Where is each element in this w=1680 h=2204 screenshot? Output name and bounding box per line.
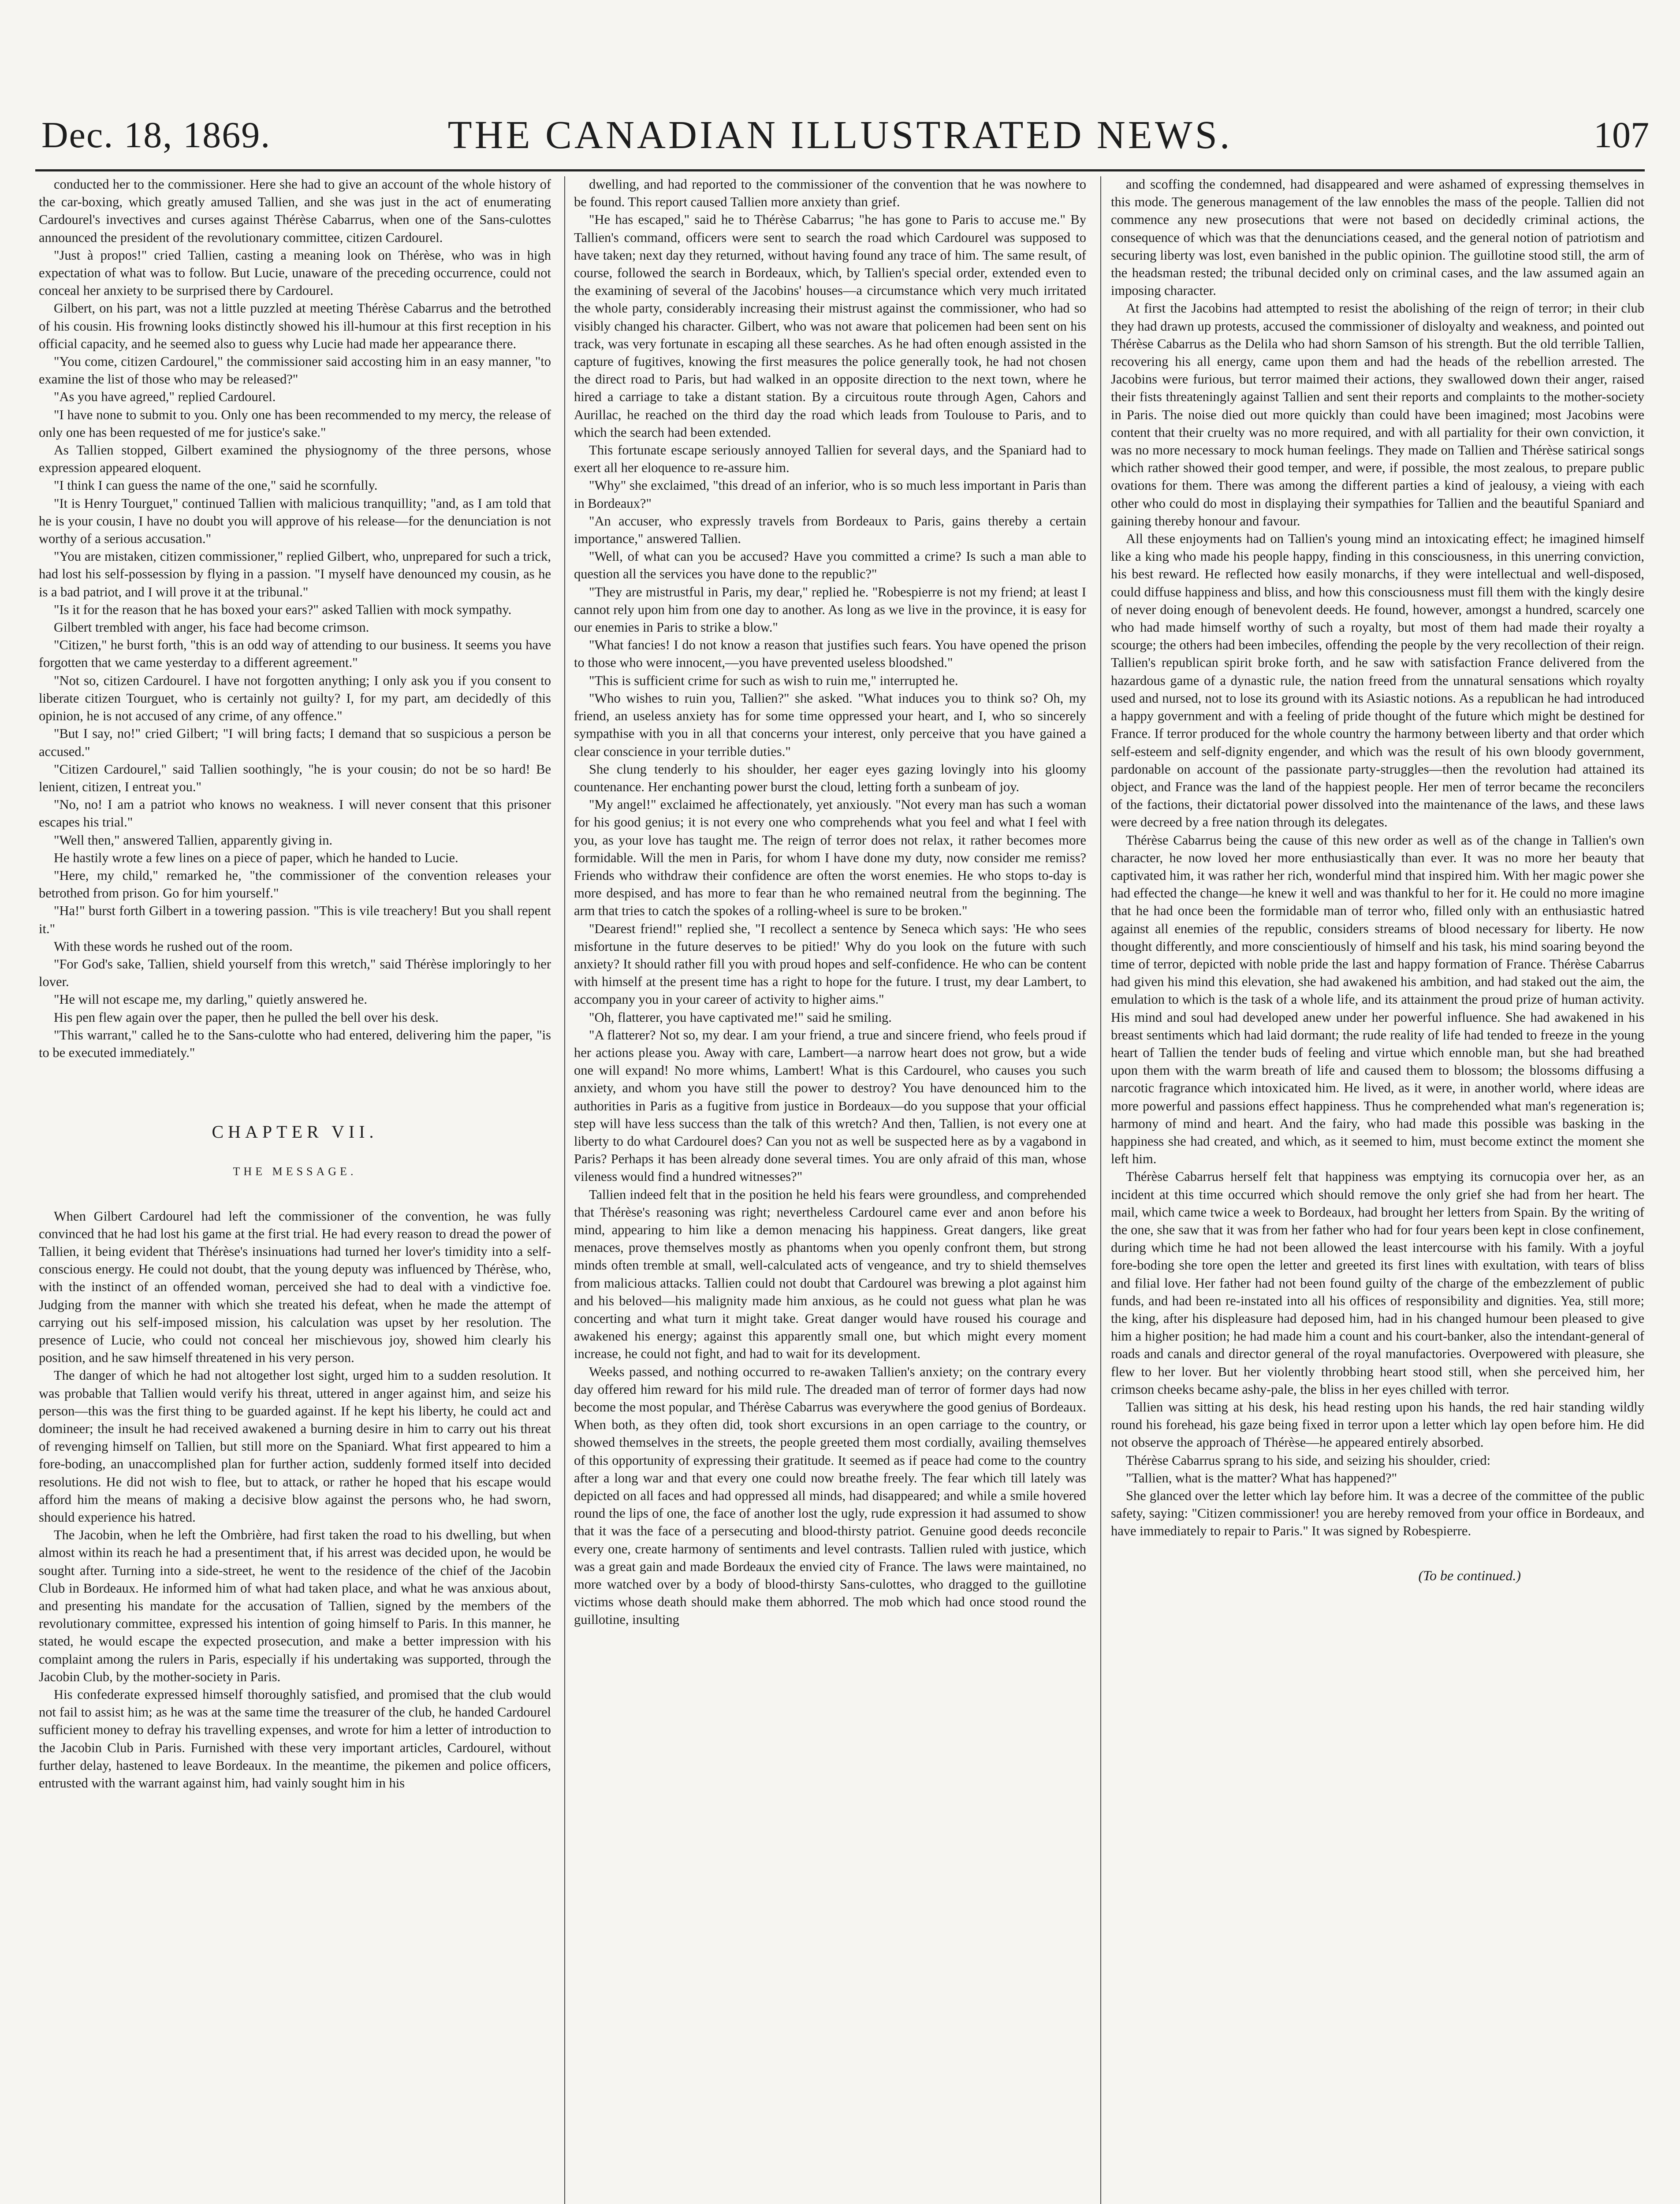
paragraph: "You are mistaken, citizen commissioner," replied Gilbert, who, unprepared for such a trick, had lost his self-possession by flying in a passion. "I myself have denounced my cousin, as he is a bad patriot, and I will prove it at the tribunal." [39, 549, 551, 599]
column-2 [574, 175, 1086, 2204]
paragraph: When Gilbert Cardourel had left the commissioner of the convention, he was fully convinced that he had lost his game at the first trial. He had every reason to dread the power of Tallien, it being evident that Thérèse's insinuations had turned her lover's timidity into a self-conscious energy. He could not doubt, that the young deputy was influenced by Thérèse, who, with the instinct of an offended woman, perceived she had to deal with a vindictive foe. Judging from the manner with which she treated his defeat, when he made the attempt of carrying out his self-imposed mission, his calculation was upset by her resolution. The presence of Lucie, who could not conceal her mischievous joy, showed him clearly his position, and he saw himself threatened in his very person. [39, 1208, 551, 1366]
paragraph: Thérèse Cabarrus herself felt that happiness was emptying its cornucopia over her, as an incident at this time occurred which should remove the only grief she had from her heart. The mail, which came twice a week to Bordeaux, had brought her letters from Spain. By the writing of the one, she saw that it was from her father who had for four years been kept in close confinement, during which time he had not been allowed the least intercourse with his family. With a joyful fore-boding she tore open the letter and greeted its first lines with exultation, with tears of bliss and filial love. Her father had not been found guilty of the charge of the embezzlement of public funds, and had been re-instated into all his offices of responsibility and dignities. Yea, still more; the king, after his displeasure had deposed him, had in his changed humour been pleased to give him a higher position; he had made him a count and his court-banker, also the intendant-general of roads and canals and director general of the royal manufactories. Overpowered with pleasure, she flew to her lover. But her violently throbbing heart stood still, when she perceived him, her crimson cheeks became ashy-pale, the bliss in her eyes chilled with terror. [1111, 1169, 1644, 1397]
paragraph: "An accuser, who expressly travels from Bordeaux to Paris, gains thereby a certain importance," answered Tallien. [574, 513, 1086, 547]
page-number: 107 [1594, 115, 1649, 156]
paragraph: "Just à propos!" cried Tallien, casting a meaning look on Thérèse, who was in high expectation of what was to follow. But Lucie, unaware of the preceding occurrence, could not conceal her anxiety to be surprised there by Cardourel. [39, 247, 551, 298]
newspaper-title: THE CANADIAN ILLUSTRATED NEWS. [447, 113, 1233, 157]
paragraph: "You come, citizen Cardourel," the commissioner said accosting him in an easy manner, "to examine the list of those who may be released?" [39, 354, 551, 387]
paragraph: She clung tenderly to his shoulder, her eager eyes gazing lovingly into his gloomy countenance. Her enchanting power burst the cloud, letting forth a sunbeam of joy. [574, 761, 1086, 794]
paragraph: "They are mistrustful in Paris, my dear," replied he. "Robespierre is not my friend; at least I cannot rely upon him from one day to another. As long as we live in the province, it is easy for our enemies in Paris to strike a blow." [574, 584, 1086, 635]
paragraph: The Jacobin, when he left the Ombrière, had first taken the road to his dwelling, but when almost within its reach he had a presentiment that, if his arrest was decided upon, he would be sought after. Turning into a side-street, he went to the residence of the chief of the Jacobin Club in Bordeaux. He informed him of what had taken place, and what he was anxious about, and presenting his mandate for the accusation of Tallien, signed by the members of the revolutionary committee, expressed his intention of going himself to Paris. In this manner, he stated, he would escape the expected prosecution, and make a better impression with his complaint among the rulers in Paris, especially if his undertaking was supported, through the Jacobin Club, by the mother-society in Paris. [39, 1527, 551, 1684]
paragraph: As Tallien stopped, Gilbert examined the physiognomy of the three persons, whose expression appeared eloquent. [39, 443, 551, 476]
paragraph: "What fancies! I do not know a reason that justifies such fears. You have opened the prison to those who were innocent,—you have prevented useless bloodshed." [574, 637, 1086, 670]
paragraph: "Why" she exclaimed, "this dread of an inferior, who is so much less important in Paris than in Bordeaux?" [574, 478, 1086, 511]
paragraph: "Well then," answered Tallien, apparently giving in. [54, 832, 333, 848]
paragraph: His pen flew again over the paper, then he pulled the bell over his desk. [54, 1009, 439, 1025]
issue-date: Dec. 18, 1869. [41, 115, 271, 156]
paragraph: Gilbert trembled with anger, his face had become crimson. [54, 620, 369, 635]
paragraph: She glanced over the letter which lay before him. It was a decree of the committee of the public safety, saying: "Citizen commissioner! you are hereby removed from your office in Bordeaux, and have immediately to repair to Paris." It was signed by Robespierre. [1111, 1488, 1644, 1539]
paragraph: "Who wishes to ruin you, Tallien?" she asked. "What induces you to think so? Oh, my friend, an useless anxiety has for some time oppressed your heart, and I, who so sincerely sympathise with you in all that concerns your interest, only perceive that you have gained a clear conscience in your terrible duties." [574, 690, 1086, 759]
paragraph: "No, no! I am a patriot who knows no weakness. I will never consent that this prisoner escapes his trial." [39, 797, 551, 830]
paragraph: This fortunate escape seriously annoyed Tallien for several days, and the Spaniard had to exert all her eloquence to re-assure him. [574, 443, 1086, 476]
column-3 [1111, 175, 1644, 2204]
column-1 [39, 175, 551, 2204]
paragraph: Gilbert, on his part, was not a little puzzled at meeting Thérèse Cabarrus and the betrothed of his cousin. His frowning looks distinctly showed his ill-humour at this first reception in his official capacity, and he seemed also to guess why Lucie had made her appearance there. [39, 301, 551, 351]
paragraph: "Well, of what can you be accused? Have you committed a crime? Is such a man able to question all the services you have done to the republic?" [574, 549, 1086, 582]
paragraph: "Here, my child," remarked he, "the commissioner of the convention releases your betrothed from prison. Go for him yourself." [39, 867, 551, 901]
column-separator [1100, 176, 1101, 2204]
paragraph: "I think I can guess the name of the one," said he scornfully. [54, 478, 378, 493]
paragraph: "It is Henry Tourguet," continued Tallien with malicious tranquillity; "and, as I am told that he is your cousin, I have no doubt you will approve of his release—for the denunciation is not worthy of a serious accusation." [39, 495, 551, 547]
paragraph: dwelling, and had reported to the commissioner of the convention that he was nowhere to be found. This report caused Tallien more anxiety than grief. [574, 177, 1086, 210]
paragraph: "Ha!" burst forth Gilbert in a towering passion. "This is vile treachery! But you shall repent it." [39, 903, 551, 936]
paragraph: "But I say, no!" cried Gilbert; "I will bring facts; I demand that so suspicious a person be accused." [39, 726, 551, 759]
paragraph: All these enjoyments had on Tallien's young mind an intoxicating effect; he imagined himself like a king who made his people happy, finding in this consciousness, in this unerring conviction, his best reward. He reflected how easily monarchs, if they were intellectual and well-disposed, could diffuse happiness and bliss, and how this consciousness must fill them with the kingly desire of never doing enough of benevolent deeds. He found, however, amongst a hundred, scarcely one who had made himself worthy of such a royalty, but most of them had made their royalty a scourge; the others had been imbeciles, offending the people by the very recollection of their reign. Tallien's republican spirit broke forth, and he saw with satisfaction France delivered from the hazardous game of a dynastic rule, the nation freed from the unnatural sensations which royalty used and nursed, not to lose its ground with its Asiastic notions. As a republican he had introduced a happy government and with a feeling of pride thought of the future which might be destined for France. If terror produced for the whole country the harmony between liberty and that order which self-esteem and self-dignity engender, and which was the result of his own bloody government, pardonable on account of the passionate party-struggles—then the revolution had attained its object, and France was the land of the happiest people. Her men of terror became the reconcilers of the factions, their dictatorial power dissolved into the maintenance of the laws, and these laws were decreed by a free nation through its delegates. [1111, 531, 1644, 830]
paragraph: With these words he rushed out of the room. [54, 938, 293, 954]
paragraph: Thérèse Cabarrus sprang to his side, and seizing his shoulder, cried: [1126, 1452, 1491, 1468]
paragraph: "As you have agreed," replied Cardourel. [54, 389, 276, 405]
paragraph: The danger of which he had not altogether lost sight, urged him to a sudden resolution. It was probable that Tallien would verify his threat, uttered in anger against him, and seize his person—this was the first thing to be guarded against. If he kept his liberty, he could act and domineer; the insult he had received awakened a burning desire in him to carry out his threat of revenging himself on Tallien, but still more on the Spaniard. What first appeared to him a fore-boding, an unaccomplished plan for further action, suddenly formed itself into decided resolutions. He did not wish to flee, but to attack, or rather he hoped that his escape would afford him the means of making a decisive blow against the persons who, he had sworn, should experience his hatred. [39, 1368, 551, 1525]
header-rule [35, 169, 1645, 171]
paragraph: conducted her to the commissioner. Here she had to give an account of the whole history of the car-boxing, which greatly amused Tallien, and she was just in the act of enumerating Cardourel's invectives and curses against Thérèse Cabarrus, when one of the Sans-culottes announced the president of the revolutionary committee, citizen Cardourel. [39, 177, 551, 245]
paragraph: Tallien indeed felt that in the position he held his fears were groundless, and comprehended that Thérèse's reasoning was right; nevertheless Cardourel came ever and anon before his mind, appearing to him like a demon menacing his happiness. Great dangers, like great menaces, prove themselves mostly as phantoms when you openly confront them, but strong minds often tremble at small, well-calculated acts of vengeance, and try to shield themselves from malicious attacks. Tallien could not doubt that Cardourel was brewing a plot against him and his beloved—his malignity made him anxious, as he could not guess what plan he was concerting and what turn it might take. Great danger would have roused his courage and awakened his energy; against this apparently small one, but which might every moment increase, he could not fight, and had to wait for its development. [574, 1187, 1086, 1362]
paragraph: "He has escaped," said he to Thérèse Cabarrus; "he has gone to Paris to accuse me." By Tallien's command, officers were sent to search the road which Cardourel was supposed to have taken; next day they returned, without having found any trace of him. The same result, of course, followed the search in Bordeaux, which, by Tallien's special order, extended even to the examining of several of the Jacobins' houses—a circumstance which very much irritated the whole party, considerably increasing their mistrust against the commissioner, who had so visibly changed his character. Gilbert, who was not aware that policemen had been sent on his track, was very fortunate in escaping all these searches. As he had often enough assisted in the capture of fugitives, knowing the first measures the police generally took, he had not chosen the direct road to Paris, but had walked in an opposite direction to the next town, where he hired a carriage to take a distant station. By a circuitous route through Agen, Cahors and Aurillac, he reached on the third day the road which leads from Toulouse to Paris, and to which the search had been extended. [574, 212, 1086, 440]
paragraph: "I have none to submit to you. Only one has been recommended to my mercy, the release of only one has been requested of me for justice's sake." [39, 407, 551, 440]
paragraph: "My angel!" exclaimed he affectionately, yet anxiously. "Not every man has such a woman for his good genius; it is not every one who comprehends what you feel and what I feel with you, as your love has taught me. The reign of terror does not relax, it rather becomes more formidable. Will the men in Paris, for whom I have done my duty, now consider me remiss? Friends who withdraw their confidence are often the worst enemies. He who stops to-day is more despised, and has more to fear than he who remained neutral from the beginning. The arm that tries to catch the spokes of a rolling-wheel is sure to be broken." [574, 797, 1086, 919]
paragraph: He hastily wrote a few lines on a piece of paper, which he handed to Lucie. [54, 850, 458, 865]
paragraph: "This warrant," called he to the Sans-culotte who had entered, delivering him the paper, "is to be executed immediately." [39, 1027, 551, 1060]
paragraph: "Citizen," he burst forth, "this is an odd way of attending to our business. It seems you have forgotten that we came yesterday to a different agreement." [39, 637, 551, 670]
paragraph: At first the Jacobins had attempted to resist the abolishing of the reign of terror; in their club they had drawn up protests, accused the commissioner of disloyalty and weakness, and pointed out Thérèse Cabarrus as the Delila who had shorn Samson of his strength. But the old terrible Tallien, recovering his all energy, came upon them and had the heads of the rebellion arrested. The Jacobins were furious, but terror maimed their actions, they swallowed down their anger, raised their fists threateningly against Tallien and sent their reports and complaints to the mother-society in Paris. The noise died out more quickly than could have been imagined; most Jacobins were content that their cruelty was no more required, and with all partiality for their own conviction, it was no more necessary to mock human feelings. They made on Tallien and Thérèse satirical songs which rather showed their good temper, and were, if possible, the most zealous, to prepare public ovations for them. There was among the different parties a kind of jealousy, a vieing with each other who could do most in displaying their sympathies for Tallien and the beautiful Spaniard and gaining thereby honour and favour. [1111, 301, 1644, 529]
paragraph: and scoffing the condemned, had disappeared and were ashamed of expressing themselves in this mode. The generous management of the law ennobles the mass of the people. Tallien did not commence any new prosecutions that were not based on decidedly criminal actions, the consequence of which was that the denunciations ceased, and the general notion of patriotism and securing liberty was lost, even banished in the public opinion. The guillotine stood still, the arm of the headsman rested; the tribunal decided only on criminal cases, and the law assumed again an imposing character. [1111, 177, 1644, 298]
paragraph: "He will not escape me, my darling," quietly answered he. [54, 992, 367, 1007]
to-be-continued-note: (To be continued.) [1418, 1567, 1521, 1583]
chapter-heading: CHAPTER VII. [212, 1122, 378, 1142]
paragraph: Weeks passed, and nothing occurred to re-awaken Tallien's anxiety; on the contrary every day offered him reward for his mild rule. The dreaded man of terror of former days had now become the most popular, and Thérèse Cabarrus was everywhere the good genius of Bordeaux. When both, as they often did, took short excursions in an open carriage to the country, or showed themselves in the streets, the people greeted them most cordially, availing themselves of this opportunity of expressing their gratitude. It seemed as if peace had come to the country after a long war and that every one could now breathe freely. The fear which till lately was depicted on all faces and had oppressed all minds, had disappeared; and while a smile hovered round the lips of one, the face of another lost the ugly, rude expression it had assumed to show that it was the face of a persecuting and blood-thirsty patriot. Genuine good deeds reconcile every one, create harmony of sentiments and level contrasts. Tallien ruled with justice, which was a great gain and made Bordeaux the envied city of France. The laws were maintained, no more watched over by a body of blood-thirsty Sans-culottes, who dragged to the guillotine victims whose death should make them abhorred. The mob which had once stood round the guillotine, insulting [574, 1364, 1086, 1627]
paragraph: "Dearest friend!" replied she, "I recollect a sentence by Seneca which says: 'He who sees misfortune in the future deserves to be pitied!' Why do you look on the future with such anxiety? It should rather fill you with proud hopes and self-confidence. He who can be content with himself at the present time has a right to hope for the future. I trust, my dear Lambert, to accompany you in your career of activity to higher aims." [574, 921, 1086, 1007]
paragraph: "Oh, flatterer, you have captivated me!" said he smiling. [589, 1009, 892, 1025]
paragraph: Tallien was sitting at his desk, his head resting upon his hands, the red hair standing wildly round his forehead, his gaze being fixed in terror upon a letter which lay open before him. He did not observe the approach of Thérèse—he appeared entirely absorbed. [1111, 1400, 1644, 1450]
column-separator [564, 176, 565, 2204]
paragraph: "Is it for the reason that he has boxed your ears?" asked Tallien with mock sympathy. [54, 602, 512, 617]
paragraph: "Not so, citizen Cardourel. I have not forgotten anything; I only ask you if you consent to liberate citizen Tourguet, who is certainly not guilty? I, for my part, am decidedly of this opinion, he is not accused of any crime, of any offence." [39, 673, 551, 724]
chapter-subtitle: THE MESSAGE. [233, 1165, 357, 1178]
paragraph: "Tallien, what is the matter? What has happened?" [1126, 1470, 1397, 1485]
paragraph: "Citizen Cardourel," said Tallien soothingly, "he is your cousin; do not be so hard! Be lenient, citizen, I entreat you." [39, 761, 551, 794]
paragraph: "This is sufficient crime for such as wish to ruin me," interrupted he. [589, 673, 958, 688]
paragraph: His confederate expressed himself thoroughly satisfied, and promised that the club would not fail to assist him; as he was at the same time the treasurer of the club, he handed Cardourel sufficient money to defray his travelling expenses, and wrote for him a letter of introduction to the Jacobin Club in Paris. Furnished with these very important articles, Cardourel, without further delay, hastened to leave Bordeaux. In the meantime, the pikemen and police officers, entrusted with the warrant against him, had vainly sought him in his [39, 1687, 551, 1791]
paragraph: Thérèse Cabarrus being the cause of this new order as well as of the change in Tallien's own character, he now loved her more enthusiastically than ever. It was no more her beauty that captivated him, it was rather her rich, wonderful mind that inspired him. With her magic power she had effected the change—he knew it well and was thankful to her for it. He could no more imagine that he had once been the formidable man of terror who, filled only with an enthusiastic hatred against all enemies of the republic, considers streams of blood necessary for liberty. He now thought differently, and more conscientiously of himself and his task, his mind soaring beyond the time of terror, depicted with noble pride the last and happy formation of France. Thérèse Cabarrus had given his mind this elevation, she had awakened his ambition, and had staked out the aim, the emulation to which is the task of a whole life, and its attainment the proud prize of human activity. His mind and soul had developed anew under her powerful influence. She had awakened in his breast sentiments which had laid dormant; the rude reality of life had tended to freeze in the young heart of Tallien the tender buds of feeling and virtue which ennoble man, but she had breathed upon them with the warm breath of life and caused them to blossom; the blossoms diffusing a narcotic fragrance which intoxicated him. He lived, as it were, in another world, where ideas are more powerful and passions effect happiness. Thus he comprehended what man's regeneration is; harmony of mind and heart. And the fairy, who had made this possible was basking in the happiness she had created, and which, as it seemed to him, must become extinct the moment she left him. [1111, 832, 1644, 1167]
paragraph: "A flatterer? Not so, my dear. I am your friend, a true and sincere friend, who feels proud if her actions please you. Away with care, Lambert—a narrow heart does not grow, but a wide one will expand! No more whims, Lambert! What is this Cardourel, who causes you such anxiety, and whom you have still the power to destroy? You have denounced him to the authorities in Paris as a fugitive from justice in Bordeaux—do you suppose that your official step will have less success than the talk of this wretch? And then, Tallien, is not every one at liberty to do what Cardourel does? Can you not as well be suspected here as by a vagabond in Paris? Perhaps it has been already done several times. You are only afraid of this man, whose vileness would find a hundred witnesses?" [574, 1027, 1086, 1184]
paragraph: "For God's sake, Tallien, shield yourself from this wretch," said Thérèse imploringly to her lover. [39, 956, 551, 990]
